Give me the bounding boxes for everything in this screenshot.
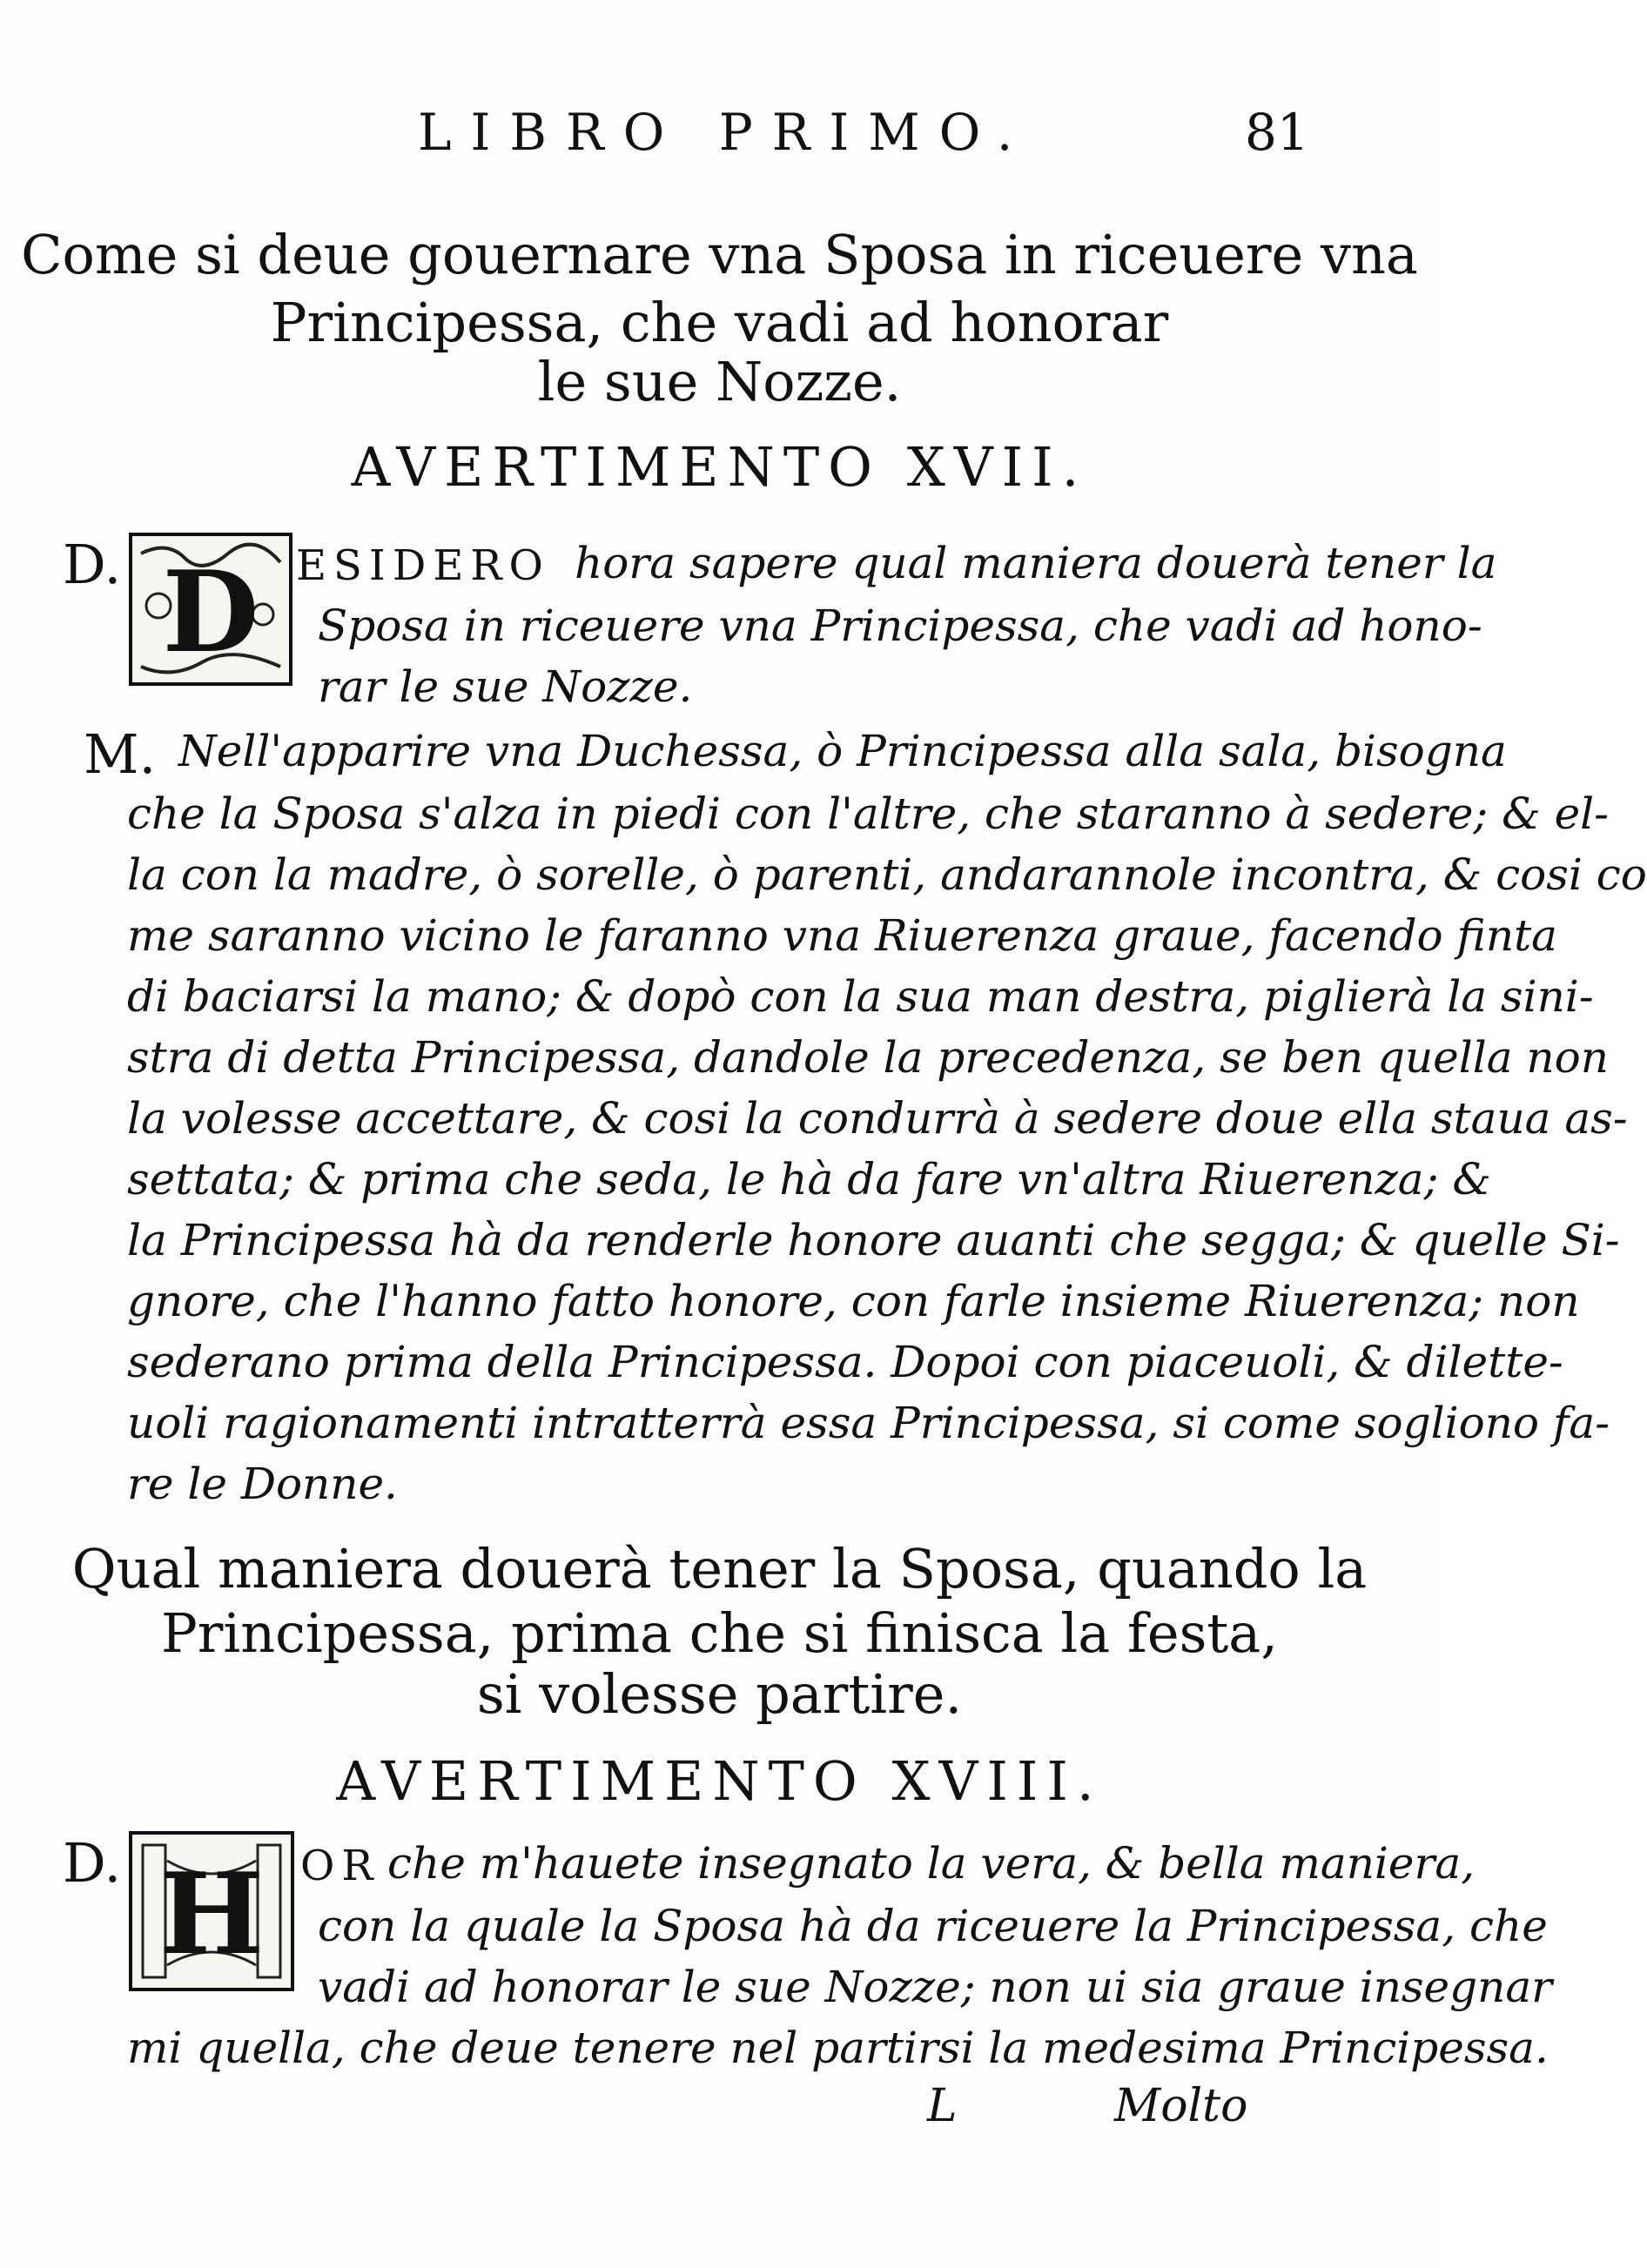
decorated-initial-d [129, 533, 292, 686]
question-line-2: Sposa in riceuere vna Principessa, che vadi ad hono- [318, 601, 1482, 651]
answer-line-7: la volesse accettare, & cosi la condurrà à sedere doue ella staua as- [127, 1093, 1628, 1144]
decorated-initial-h-ornament [132, 1835, 291, 1988]
answer-line-11: sederano prima della Principessa. Dopoi con piaceuoli, & dilette- [127, 1337, 1563, 1387]
question-line-3: rar le sue Nozze. [318, 661, 693, 712]
page-number: 81 [1245, 103, 1309, 162]
chapter-heading-18-line-2: Principessa, prima che si finisca la festa, [161, 1601, 1278, 1665]
speaker-label-d-18: D. [63, 1831, 122, 1895]
decorated-initial-d-ornament [132, 536, 289, 682]
answer-line-9: la Principessa hà da renderle honore auanti che segga; & quelle Si- [127, 1215, 1620, 1265]
svg-text:H: H [158, 1849, 265, 1980]
answer-line-4: me saranno vicino le faranno vna Riuerenza graue, facendo finta [127, 910, 1557, 961]
section-title-18: AVERTIMENTO XVIII. [336, 1749, 1103, 1813]
chapter-heading-17-line-2: Principessa, che vadi ad honorar [270, 291, 1169, 354]
question-18-lead-word: OR [300, 1842, 380, 1890]
answer-line-1: Nell'apparire vna Duchessa, ò Principessa alla sala, bisogna [178, 726, 1507, 776]
answer-line-6: stra di detta Principessa, dandole la precedenza, se ben quella non [127, 1032, 1609, 1083]
answer-line-5: di baciarsi la mano; & dopò con la sua man destra, piglierà la sini- [127, 971, 1594, 1022]
section-title-17: AVERTIMENTO XVII. [351, 435, 1088, 499]
answer-line-3: la con la madre, ò sorelle, ò parenti, andarannole incontra, & cosi co [127, 849, 1647, 900]
answer-line-10: gnore, che l'hanno fatto honore, con farle insieme Riuerenza; non [127, 1276, 1580, 1326]
answer-line-12: uoli ragionamenti intratterrà essa Principessa, si come sogliono fa- [127, 1398, 1610, 1448]
running-head: LIBRO PRIMO. [418, 103, 1032, 162]
question-18-line-4: mi quella, che deue tenere nel partirsi la medesima Principessa. [127, 2023, 1549, 2073]
speaker-label-m: M. [84, 722, 157, 786]
answer-line-2: che la Sposa s'alza in piedi con l'altre, che staranno à sedere; & el- [127, 788, 1610, 839]
speaker-label-d: D. [63, 533, 122, 596]
question-18-line-2: con la quale la Sposa hà da riceuere la Principessa, che [318, 1901, 1548, 1951]
answer-line-13: re le Donne. [127, 1459, 398, 1509]
chapter-heading-17-line-1: Come si deue gouernare vna Sposa in riceuere vna [21, 223, 1418, 286]
decorated-initial-h [129, 1831, 294, 1991]
chapter-heading-18-line-1: Qual maniera douerà tener la Sposa, quando la [71, 1537, 1368, 1600]
svg-text:D: D [162, 547, 259, 678]
signature-mark: L [927, 2080, 958, 2132]
question-lead-word: ESIDERO [296, 541, 550, 590]
question-line-1: hora sapere qual maniera douerà tener la [575, 538, 1497, 588]
catchword: Molto [1114, 2080, 1248, 2132]
question-18-line-1: che m'hauete insegnato la vera, & bella maniera, [387, 1838, 1476, 1889]
chapter-heading-18-line-3: si volesse partire. [476, 1662, 963, 1726]
question-18-line-3: vadi ad honorar le sue Nozze; non ui sia graue insegnar [318, 1962, 1553, 2012]
chapter-heading-17-line-3: le sue Nozze. [537, 350, 902, 413]
answer-line-8: settata; & prima che seda, le hà da fare vn'altra Riuerenza; & [127, 1154, 1491, 1204]
